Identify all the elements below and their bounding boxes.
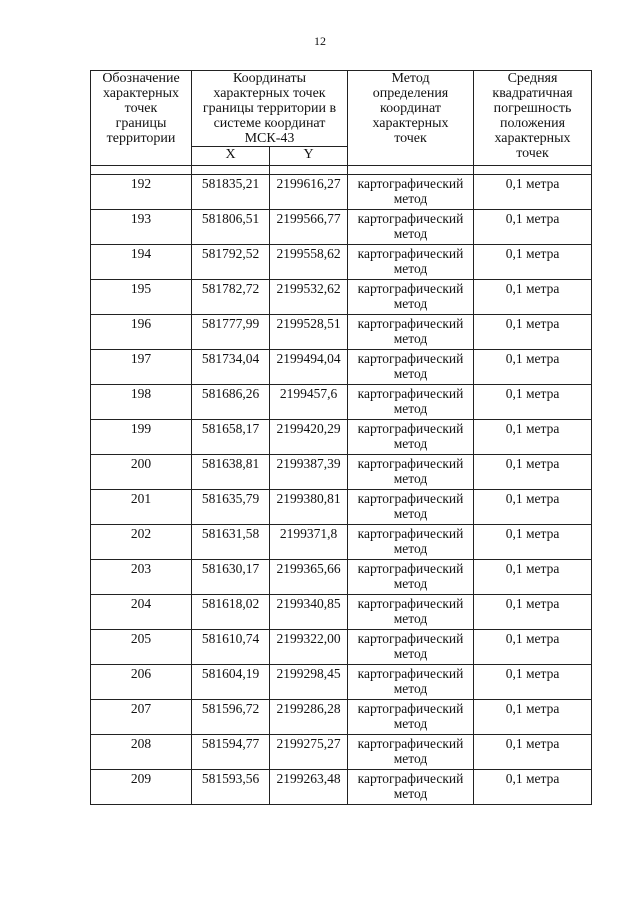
header-spacer-cell bbox=[270, 166, 348, 175]
cell-y: 2199275,27 bbox=[270, 735, 348, 770]
cell-x: 581596,72 bbox=[192, 700, 270, 735]
cell-y: 2199263,48 bbox=[270, 770, 348, 805]
table-row bbox=[91, 175, 592, 210]
table-body bbox=[91, 166, 592, 805]
cell-point: 196 bbox=[91, 315, 192, 350]
cell-method bbox=[348, 700, 474, 735]
method-line: метод bbox=[393, 541, 428, 556]
cell-y: 2199616,27 bbox=[270, 175, 348, 210]
cell-accuracy: 0,1 метра bbox=[474, 245, 592, 280]
method-line: метод bbox=[393, 751, 428, 766]
method-line: картографический bbox=[357, 316, 464, 331]
method-line: картографический bbox=[357, 246, 464, 261]
method-line: картографический bbox=[357, 736, 464, 751]
method-line: картографический bbox=[357, 631, 464, 646]
header-y: Y bbox=[270, 147, 348, 166]
table-row bbox=[91, 245, 592, 280]
table-row bbox=[91, 280, 592, 315]
cell-method bbox=[348, 455, 474, 490]
method-line: картографический bbox=[357, 456, 464, 471]
cell-y: 2199532,62 bbox=[270, 280, 348, 315]
cell-x: 581604,19 bbox=[192, 665, 270, 700]
method-line: картографический bbox=[357, 386, 464, 401]
cell-method bbox=[348, 245, 474, 280]
method-line: метод bbox=[393, 296, 428, 311]
cell-y: 2199387,39 bbox=[270, 455, 348, 490]
cell-method bbox=[348, 175, 474, 210]
cell-point: 195 bbox=[91, 280, 192, 315]
cell-x: 581635,79 bbox=[192, 490, 270, 525]
cell-method bbox=[348, 770, 474, 805]
method-line: метод bbox=[393, 611, 428, 626]
cell-point: 208 bbox=[91, 735, 192, 770]
cell-point: 204 bbox=[91, 595, 192, 630]
method-line: метод bbox=[393, 366, 428, 381]
method-line: картографический bbox=[357, 771, 464, 786]
cell-x: 581631,58 bbox=[192, 525, 270, 560]
header-spacer-cell bbox=[474, 166, 592, 175]
method-line: картографический bbox=[357, 281, 464, 296]
cell-point: 202 bbox=[91, 525, 192, 560]
table-row bbox=[91, 630, 592, 665]
header-spacer-cell bbox=[348, 166, 474, 175]
cell-x: 581658,17 bbox=[192, 420, 270, 455]
cell-x: 581792,52 bbox=[192, 245, 270, 280]
cell-method bbox=[348, 420, 474, 455]
header-point-designation: Обозначение характерных точек границы территории bbox=[91, 71, 192, 166]
cell-x: 581806,51 bbox=[192, 210, 270, 245]
cell-method bbox=[348, 735, 474, 770]
cell-y: 2199457,6 bbox=[270, 385, 348, 420]
cell-accuracy: 0,1 метра bbox=[474, 630, 592, 665]
cell-method bbox=[348, 385, 474, 420]
cell-accuracy: 0,1 метра bbox=[474, 455, 592, 490]
method-line: картографический bbox=[357, 211, 464, 226]
cell-method bbox=[348, 595, 474, 630]
cell-accuracy: 0,1 метра bbox=[474, 385, 592, 420]
table-row bbox=[91, 315, 592, 350]
cell-x: 581782,72 bbox=[192, 280, 270, 315]
cell-y: 2199340,85 bbox=[270, 595, 348, 630]
header-spacer-row bbox=[91, 166, 592, 175]
cell-accuracy: 0,1 метра bbox=[474, 665, 592, 700]
cell-accuracy: 0,1 метра bbox=[474, 210, 592, 245]
cell-accuracy: 0,1 метра bbox=[474, 700, 592, 735]
cell-point: 207 bbox=[91, 700, 192, 735]
cell-point: 205 bbox=[91, 630, 192, 665]
method-line: картографический bbox=[357, 421, 464, 436]
table-row bbox=[91, 210, 592, 245]
cell-x: 581686,26 bbox=[192, 385, 270, 420]
table-row bbox=[91, 735, 592, 770]
header-x: X bbox=[192, 147, 270, 166]
method-line: метод bbox=[393, 401, 428, 416]
cell-method bbox=[348, 350, 474, 385]
table-row bbox=[91, 560, 592, 595]
method-line: картографический bbox=[357, 491, 464, 506]
method-line: картографический bbox=[357, 701, 464, 716]
method-line: картографический bbox=[357, 596, 464, 611]
table-row bbox=[91, 350, 592, 385]
table-row bbox=[91, 385, 592, 420]
cell-x: 581734,04 bbox=[192, 350, 270, 385]
cell-y: 2199298,45 bbox=[270, 665, 348, 700]
cell-x: 581593,56 bbox=[192, 770, 270, 805]
cell-y: 2199558,62 bbox=[270, 245, 348, 280]
method-line: метод bbox=[393, 436, 428, 451]
cell-y: 2199528,51 bbox=[270, 315, 348, 350]
cell-method bbox=[348, 280, 474, 315]
cell-x: 581610,74 bbox=[192, 630, 270, 665]
cell-point: 200 bbox=[91, 455, 192, 490]
cell-x: 581630,17 bbox=[192, 560, 270, 595]
cell-x: 581594,77 bbox=[192, 735, 270, 770]
method-line: картографический bbox=[357, 351, 464, 366]
table-row bbox=[91, 665, 592, 700]
method-line: картографический bbox=[357, 561, 464, 576]
cell-method bbox=[348, 315, 474, 350]
cell-point: 201 bbox=[91, 490, 192, 525]
cell-y: 2199566,77 bbox=[270, 210, 348, 245]
cell-x: 581777,99 bbox=[192, 315, 270, 350]
cell-accuracy: 0,1 метра bbox=[474, 595, 592, 630]
cell-y: 2199365,66 bbox=[270, 560, 348, 595]
table-row bbox=[91, 595, 592, 630]
cell-accuracy: 0,1 метра bbox=[474, 525, 592, 560]
header-coordinates: Координаты характерных точек границы территории в системе координат МСК-43 bbox=[192, 71, 348, 147]
cell-x: 581835,21 bbox=[192, 175, 270, 210]
cell-y: 2199494,04 bbox=[270, 350, 348, 385]
cell-method bbox=[348, 210, 474, 245]
method-line: метод bbox=[393, 261, 428, 276]
page-number: 12 bbox=[314, 34, 326, 48]
header-method: Метод определения координат характерных точек bbox=[348, 71, 474, 166]
table-row bbox=[91, 490, 592, 525]
cell-point: 197 bbox=[91, 350, 192, 385]
table-row bbox=[91, 420, 592, 455]
method-line: картографический bbox=[357, 176, 464, 191]
coordinates-table bbox=[90, 70, 592, 805]
cell-point: 209 bbox=[91, 770, 192, 805]
header-spacer-cell bbox=[192, 166, 270, 175]
cell-y: 2199371,8 bbox=[270, 525, 348, 560]
cell-x: 581638,81 bbox=[192, 455, 270, 490]
cell-point: 193 bbox=[91, 210, 192, 245]
cell-y: 2199380,81 bbox=[270, 490, 348, 525]
method-line: метод bbox=[393, 226, 428, 241]
cell-accuracy: 0,1 метра bbox=[474, 560, 592, 595]
cell-method bbox=[348, 525, 474, 560]
cell-x: 581618,02 bbox=[192, 595, 270, 630]
cell-accuracy: 0,1 метра bbox=[474, 350, 592, 385]
method-line: метод bbox=[393, 471, 428, 486]
cell-accuracy: 0,1 метра bbox=[474, 735, 592, 770]
cell-y: 2199420,29 bbox=[270, 420, 348, 455]
method-line: метод bbox=[393, 681, 428, 696]
method-line: метод bbox=[393, 646, 428, 661]
header-accuracy: Средняя квадратичная погрешность положения характерных точек bbox=[474, 71, 592, 166]
cell-accuracy: 0,1 метра bbox=[474, 420, 592, 455]
cell-y: 2199286,28 bbox=[270, 700, 348, 735]
method-line: метод bbox=[393, 716, 428, 731]
cell-method bbox=[348, 490, 474, 525]
table-row bbox=[91, 455, 592, 490]
method-line: метод bbox=[393, 331, 428, 346]
cell-method bbox=[348, 560, 474, 595]
cell-point: 192 bbox=[91, 175, 192, 210]
cell-accuracy: 0,1 метра bbox=[474, 315, 592, 350]
method-line: метод bbox=[393, 191, 428, 206]
method-line: метод bbox=[393, 786, 428, 801]
cell-point: 203 bbox=[91, 560, 192, 595]
table-row bbox=[91, 770, 592, 805]
cell-accuracy: 0,1 метра bbox=[474, 770, 592, 805]
cell-accuracy: 0,1 метра bbox=[474, 280, 592, 315]
cell-accuracy: 0,1 метра bbox=[474, 490, 592, 525]
header-spacer-cell bbox=[91, 166, 192, 175]
cell-accuracy: 0,1 метра bbox=[474, 175, 592, 210]
method-line: картографический bbox=[357, 526, 464, 541]
method-line: метод bbox=[393, 576, 428, 591]
cell-point: 194 bbox=[91, 245, 192, 280]
cell-method bbox=[348, 665, 474, 700]
method-line: метод bbox=[393, 506, 428, 521]
table-row bbox=[91, 525, 592, 560]
cell-y: 2199322,00 bbox=[270, 630, 348, 665]
cell-method bbox=[348, 630, 474, 665]
cell-point: 206 bbox=[91, 665, 192, 700]
cell-point: 199 bbox=[91, 420, 192, 455]
cell-point: 198 bbox=[91, 385, 192, 420]
method-line: картографический bbox=[357, 666, 464, 681]
table-row bbox=[91, 700, 592, 735]
